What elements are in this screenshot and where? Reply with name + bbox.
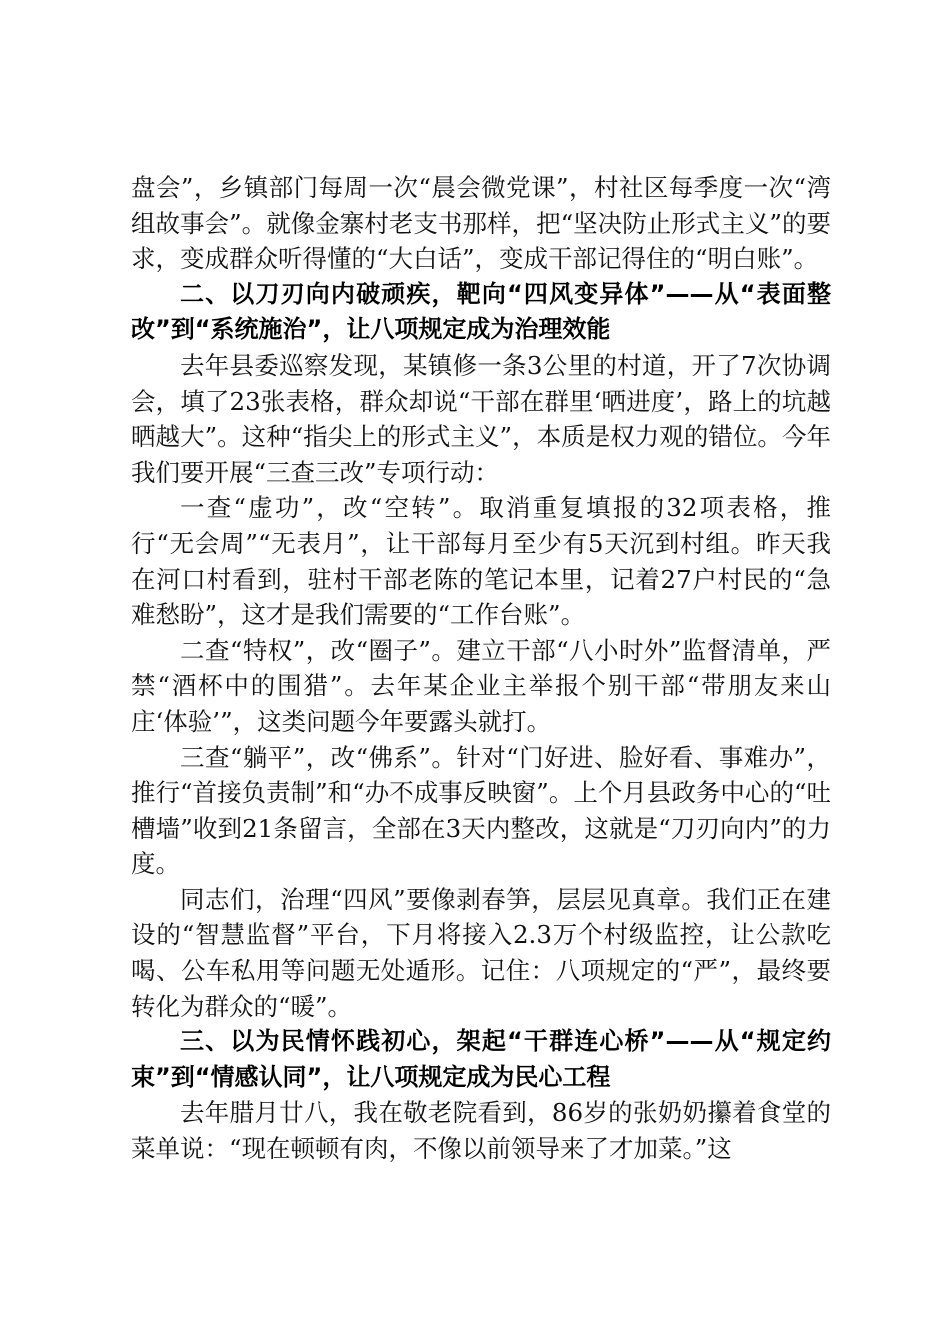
section-heading-3: 三、以为民情怀践初心，架起“干群连心桥”——从“规定约束”到“情感认同”，让八项规定成为民心工程 — [131, 1027, 831, 1091]
paragraph-nursing-home: 去年腊月廿八，我在敬老院看到，86岁的张奶奶攥着食堂的菜单说：“现在顿顿有肉，不像以前领导来了才加菜。”这 — [131, 1098, 831, 1164]
paragraph-continued: 盘会”，乡镇部门每周一次“晨会微党课”，村社区每季度一次“湾组故事会”。就像金寨村老支书那样，把“坚决防止形式主义”的要求，变成群众听得懂的“大白话”，变成干部记得住的“明白账”。 — [131, 173, 831, 274]
paragraph-comrades: 同志们，治理“四风”要像剥春笋，层层见真章。我们正在建设的“智慧监督”平台，下月将接入2.3万个村级监控，让公款吃喝、公车私用等问题无处遁形。记住：八项规定的“严”，最终要转化为群众的“暖”。 — [131, 884, 831, 1021]
paragraph-check-three: 三查“躺平”，改“佛系”。针对“门好进、脸好看、事难办”，推行“首接负责制”和“办不成事反映窗”。上个月县政务中心的“吐槽墙”收到21条留言，全部在3天内整改，这就是“刀刃向内”的力度。 — [131, 742, 831, 879]
document-body — [131, 170, 831, 1167]
paragraph-check-one: 一查“虚功”，改“空转”。取消重复填报的32项表格，推行“无会周”“无表月”，让干部每月至少有5天沉到村组。昨天我在河口村看到，驻村干部老陈的笔记本里，记着27户村民的“急难愁盼”，这才是我们需要的“工作台账”。 — [131, 493, 831, 630]
paragraph-check-two: 二查“特权”，改“圈子”。建立干部“八小时外”监督清单，严禁“酒杯中的围猎”。去年某企业主举报个别干部“带朋友来山庄‘体验’”，这类问题今年要露头就打。 — [131, 635, 831, 736]
paragraph-inspection: 去年县委巡察发现，某镇修一条3公里的村道，开了7次协调会，填了23张表格，群众却说“干部在群里‘晒进度’，路上的坑越晒越大”。这种“指尖上的形式主义”，本质是权力观的错位。今年我们要开展“三查三改”专项行动： — [131, 350, 831, 487]
section-heading-2: 二、以刀刃向内破顽疾，靶向“四风变异体”——从“表面整改”到“系统施治”，让八项规定成为治理效能 — [131, 279, 831, 344]
